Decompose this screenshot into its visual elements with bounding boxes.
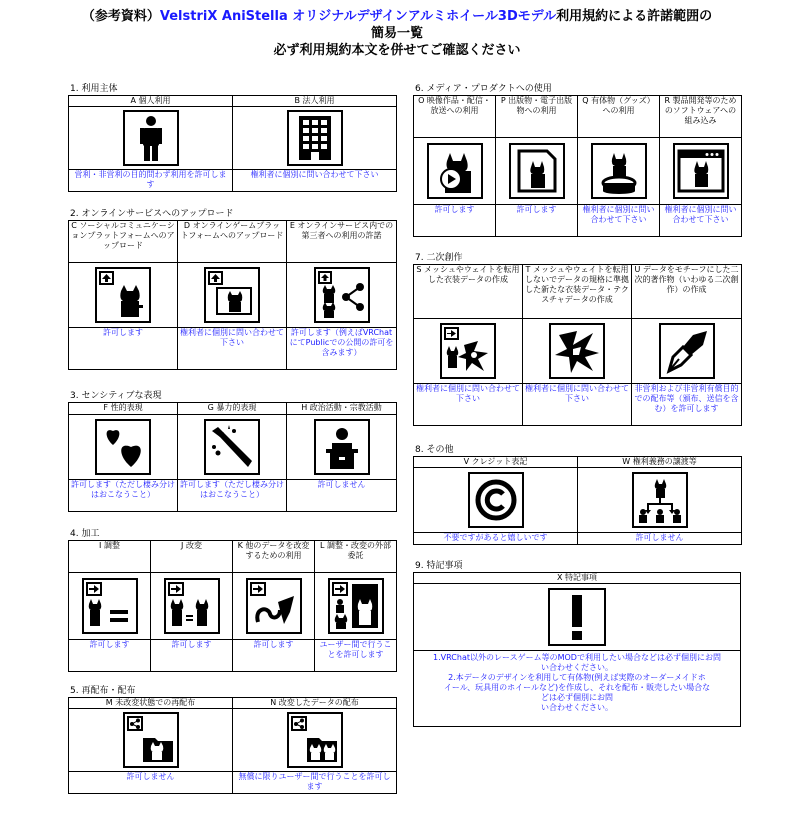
status-g: 許可します（ただし棲み分けはおこなうこと） xyxy=(180,480,284,499)
col-head-m: M 未改変状態での再配布 xyxy=(105,698,196,707)
hearts-icon xyxy=(95,419,151,475)
note-line: い合わせください。 xyxy=(541,663,613,672)
section-title: 2. オンラインサービスへのアップロード xyxy=(70,209,234,219)
status-u: 非営利および非営利有償目的での配布等（頒布、送信を含む）を許可します xyxy=(634,384,739,413)
share-network-icon xyxy=(314,267,370,323)
col-head-n: N 改変したデータの配布 xyxy=(270,698,359,707)
status-e: 許可します（例えばVRChatにてPublicでの公開の許可を含みます） xyxy=(289,328,394,357)
permission-table xyxy=(68,540,397,672)
distribute-modified-icon xyxy=(287,712,343,768)
section-sensitive xyxy=(68,391,397,512)
header-brand: VelstriX AniStella オリジナルデザインアルミホイール3Dモデル xyxy=(159,9,557,24)
goods-icon xyxy=(591,143,647,199)
col-head-j: J 改変 xyxy=(181,541,202,550)
status-p: 許可します xyxy=(516,205,557,214)
person-icon xyxy=(123,110,179,166)
section-title: 3. センシティブな表現 xyxy=(70,391,162,401)
copyright-icon xyxy=(468,472,524,528)
pen-nib-icon xyxy=(659,323,715,379)
col-head-h: H 政治活動・宗教活動 xyxy=(301,403,382,412)
col-head-c: C ソーシャルコミュニケーションプラットフォームへのアップロード xyxy=(71,221,175,250)
col-head-p: P 出版物・電子出版物への利用 xyxy=(500,96,573,115)
adjust-equal-icon xyxy=(82,578,138,634)
modify-other-icon xyxy=(246,578,302,634)
book-icon xyxy=(509,143,565,199)
note-line: い合わせください。 xyxy=(541,703,613,712)
header-prefix: （参考資料） xyxy=(81,9,160,24)
permission-table xyxy=(413,95,742,237)
section-derivative xyxy=(413,253,742,426)
col-head-t: T メッシュやウェイトを転用しないでデータの規格に準拠した新たな衣装データ・テクスチャデータの作成 xyxy=(525,265,629,304)
exclamation-icon xyxy=(548,588,606,646)
status-r: 権利者に個別に問い合わせて下さい xyxy=(664,205,737,224)
section-media-products xyxy=(413,84,742,237)
section-title: 7. 二次創作 xyxy=(415,253,463,263)
status-w: 許可しません xyxy=(635,533,684,542)
status-f: 許可します（ただし棲み分けはおこなうこと） xyxy=(71,480,175,499)
status-m: 許可しません xyxy=(126,772,175,781)
header-line-1 xyxy=(0,8,794,25)
note-line: 2.本データのデザインを利用して有体物(例えば実際のオーダーメイドホ xyxy=(448,673,706,682)
status-s: 権利者に個別に問い合わせて下さい xyxy=(416,384,520,403)
status-a: 営利・非営利の目的問わず利用を許可します xyxy=(74,170,227,189)
col-head-u: U データをモチーフにした二次的著作物（いわゆる二次創作）の作成 xyxy=(634,265,739,294)
section-title: 8. その他 xyxy=(415,445,454,455)
redistribute-folder-icon xyxy=(123,712,179,768)
status-v: 不要ですがあると嬉しいです xyxy=(443,533,548,542)
permission-table xyxy=(68,402,397,512)
upload-cat-icon xyxy=(95,267,151,323)
section-usage-subject xyxy=(68,84,397,192)
note-line: 1.VRChat以外のレースゲーム等のMODで利用したい場合などは必ず個別にお問 xyxy=(433,653,721,662)
permission-table xyxy=(68,95,397,192)
section-title: 9. 特記事項 xyxy=(415,561,463,571)
col-head-x: X 特記事項 xyxy=(556,573,598,582)
special-notes-text xyxy=(414,651,740,715)
status-o: 許可します xyxy=(434,205,475,214)
status-l: ユーザー間で行うことを許可します xyxy=(319,640,392,659)
col-head-b: B 法人利用 xyxy=(294,96,335,105)
document-header xyxy=(0,8,794,59)
col-head-q: Q 有体物（グッズ）への利用 xyxy=(582,96,655,115)
status-b: 権利者に個別に問い合わせて下さい xyxy=(250,170,379,179)
section-special-notes xyxy=(413,561,741,727)
permission-table xyxy=(68,697,397,794)
permission-table xyxy=(413,264,742,426)
section-processing xyxy=(68,529,397,672)
section-title: 4. 加工 xyxy=(70,529,100,539)
col-head-r: R 製品開発等のためのソフトウェアへの組み込み xyxy=(664,96,737,125)
building-icon xyxy=(287,110,343,166)
col-head-k: K 他のデータを改変するための利用 xyxy=(237,541,310,560)
col-head-e: E オンラインサービス内での第三者への利用の許諾 xyxy=(289,221,394,240)
status-q: 権利者に個別に問い合わせて下さい xyxy=(582,205,655,224)
col-head-w: W 権利義務の譲渡等 xyxy=(622,457,697,466)
col-head-l: L 調整・改変の外部委託 xyxy=(320,541,391,560)
col-head-o: O 映像作品・配信・放送への利用 xyxy=(418,96,491,115)
status-h: 許可しません xyxy=(317,480,366,489)
podium-icon xyxy=(314,419,370,475)
col-head-g: G 暴力的表現 xyxy=(207,403,257,412)
header-line-2: 簡易一覧 xyxy=(370,26,423,41)
col-head-v: V クレジット表記 xyxy=(463,457,528,466)
status-c: 許可します xyxy=(103,328,143,337)
fabric-icon xyxy=(549,323,605,379)
section-title: 6. メディア・プロダクトへの使用 xyxy=(415,84,552,94)
note-line: イール、玩具用のホイールなど)を作成し、それを配布・販売したい場合な xyxy=(443,683,711,692)
software-window-icon xyxy=(673,143,729,199)
fabric-cat-icon xyxy=(440,323,496,379)
header-suffix: 利用規約による許諾範囲の xyxy=(556,9,713,24)
status-n: 無償に限りユーザー間で行うことを許可します xyxy=(238,772,391,791)
col-head-s: S メッシュやウェイトを転用した衣装データの作成 xyxy=(416,265,520,284)
section-redistribution xyxy=(68,686,397,794)
header-line-3: 必ず利用規約本文を併せてご確認ください xyxy=(273,43,521,58)
notes-table xyxy=(413,572,741,727)
knife-icon xyxy=(204,419,260,475)
status-j: 許可します xyxy=(171,640,212,649)
outsource-icon xyxy=(328,578,384,634)
section-online-upload xyxy=(68,209,397,370)
col-head-a: A 個人利用 xyxy=(130,96,171,105)
permission-table xyxy=(68,220,397,370)
section-title: 5. 再配布・配布 xyxy=(70,686,136,696)
permission-table xyxy=(413,456,742,545)
col-head-d: D オンラインゲームプラットフォームへのアップロード xyxy=(180,221,284,240)
note-line: どは必ず個別にお問 xyxy=(541,693,613,702)
modify-cats-icon xyxy=(164,578,220,634)
video-play-icon xyxy=(427,143,483,199)
status-i: 許可します xyxy=(89,640,130,649)
section-other xyxy=(413,445,742,545)
col-head-i: I 調整 xyxy=(99,541,120,550)
game-upload-icon xyxy=(204,267,260,323)
status-k: 許可します xyxy=(253,640,294,649)
status-t: 権利者に個別に問い合わせて下さい xyxy=(525,384,629,403)
status-d: 権利者に個別に問い合わせて下さい xyxy=(180,328,284,347)
section-title: 1. 利用主体 xyxy=(70,84,118,94)
col-head-f: F 性的表現 xyxy=(103,403,143,412)
transfer-people-icon xyxy=(632,472,688,528)
